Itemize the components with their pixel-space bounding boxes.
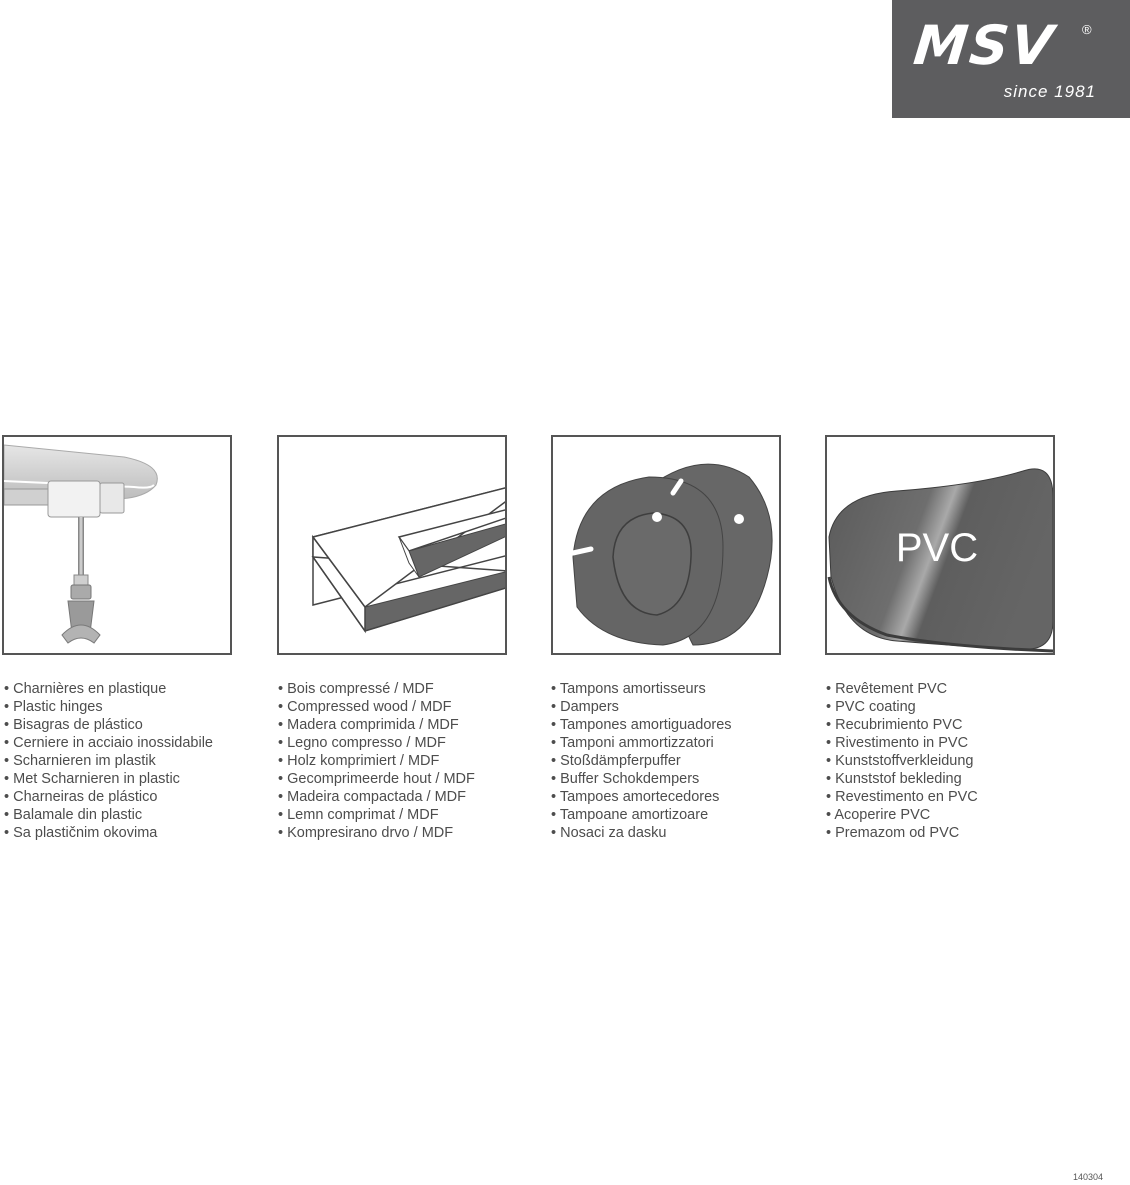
list-item: • Rivestimento in PVC: [826, 734, 978, 752]
hinge-feature-list: [4, 680, 213, 842]
list-item: • Met Scharnieren in plastic: [4, 770, 213, 788]
wood-panel: [277, 435, 507, 655]
list-item: • Bois compressé / MDF: [278, 680, 475, 698]
list-item: • Premazom od PVC: [826, 824, 978, 842]
list-item: • Madera comprimida / MDF: [278, 716, 475, 734]
pvc-feature-list: [826, 680, 978, 842]
list-item: • Kunststof bekleding: [826, 770, 978, 788]
list-item: • Acoperire PVC: [826, 806, 978, 824]
list-item: • PVC coating: [826, 698, 978, 716]
hinge-panel: [2, 435, 232, 655]
compressed-wood-illustration: [279, 437, 505, 653]
list-item: • Gecomprimeerde hout / MDF: [278, 770, 475, 788]
list-item: • Charnières en plastique: [4, 680, 213, 698]
document-code: 140304: [1073, 1172, 1104, 1182]
list-item: • Compressed wood / MDF: [278, 698, 475, 716]
list-item: • Stoßdämpferpuffer: [551, 752, 732, 770]
list-item: • Revêtement PVC: [826, 680, 978, 698]
dampers-feature-list: [551, 680, 732, 842]
list-item: • Tampones amortiguadores: [551, 716, 732, 734]
list-item: • Dampers: [551, 698, 732, 716]
list-item: • Charneiras de plástico: [4, 788, 213, 806]
brand-name: MSV: [910, 14, 1058, 77]
list-item: • Kompresirano drvo / MDF: [278, 824, 475, 842]
list-item: • Scharnieren im plastik: [4, 752, 213, 770]
brand-tagline: since 1981: [1003, 82, 1096, 101]
pvc-panel: [825, 435, 1055, 655]
list-item: • Plastic hinges: [4, 698, 213, 716]
plastic-hinge-illustration: [4, 437, 230, 653]
list-item: • Legno compresso / MDF: [278, 734, 475, 752]
dampers-panel: [551, 435, 781, 655]
dampers-illustration: [553, 437, 779, 653]
list-item: • Nosaci za dasku: [551, 824, 732, 842]
list-item: • Balamale din plastic: [4, 806, 213, 824]
list-item: • Madeira compactada / MDF: [278, 788, 475, 806]
list-item: • Tampoane amortizoare: [551, 806, 732, 824]
brand-logo: [892, 0, 1130, 118]
list-item: • Lemn comprimat / MDF: [278, 806, 475, 824]
list-item: • Tampons amortisseurs: [551, 680, 732, 698]
list-item: • Buffer Schokdempers: [551, 770, 732, 788]
list-item: • Tamponi ammortizzatori: [551, 734, 732, 752]
list-item: • Cerniere in acciaio inossidabile: [4, 734, 213, 752]
list-item: • Kunststoffverkleidung: [826, 752, 978, 770]
pvc-coating-illustration: [827, 437, 1053, 653]
list-item: • Sa plastičnim okovima: [4, 824, 213, 842]
list-item: • Bisagras de plástico: [4, 716, 213, 734]
list-item: • Revestimento en PVC: [826, 788, 978, 806]
registered-mark: ®: [1082, 22, 1092, 37]
list-item: • Recubrimiento PVC: [826, 716, 978, 734]
wood-feature-list: [278, 680, 475, 842]
list-item: • Holz komprimiert / MDF: [278, 752, 475, 770]
pvc-label: PVC: [895, 526, 979, 570]
list-item: • Tampoes amortecedores: [551, 788, 732, 806]
